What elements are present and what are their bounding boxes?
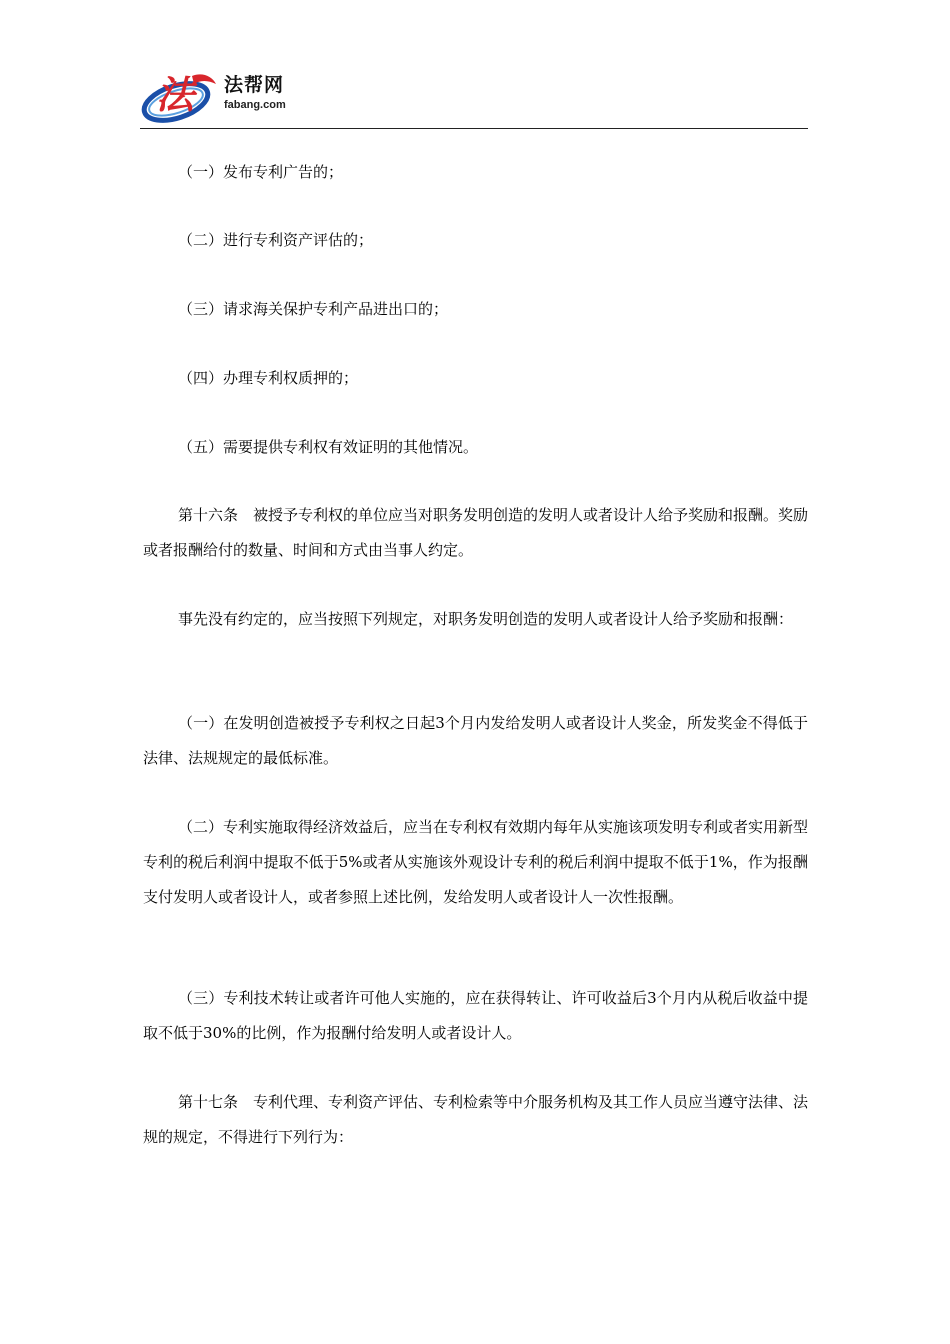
item-2-asset-evaluation: （二）进行专利资产评估的； xyxy=(178,231,374,249)
page-header xyxy=(140,62,808,130)
brand-name: 法帮网 xyxy=(224,74,285,96)
article-16: 第十六条 被授予专利权的单位应当对职务发明创造的发明人或者设计人给予奖励和报酬。奖励或者报酬给付的数量、时间和方式由当事人约定。 xyxy=(143,506,809,559)
article-17: 第十七条 专利代理、专利资产评估、专利检索等中介服务机构及其工作人员应当遵守法律、法规的规定，不得进行下列行为： xyxy=(143,1093,809,1146)
reward-item-2: （二）专利实施取得经济效益后，应当在专利权有效期内每年从实施该项发明专利或者实用新型专利的税后利润中提取不低于5%或者从实施该外观设计专利的税后利润中提取不低于1%，作为报酬支付发明人或者设计人，或者参照上述比例，发给发明人或者设计人一次性报酬。 xyxy=(143,818,809,906)
fabang-logo[interactable] xyxy=(140,62,340,128)
logo-glyph: 法 xyxy=(156,72,195,117)
item-1-advertising: （一）发布专利广告的； xyxy=(178,163,344,181)
reward-item-3: （三）专利技术转让或者许可他人实施的，应在获得转让、许可收益后3个月内从税后收益中提取不低于30%的比例，作为报酬付给发明人或者设计人。 xyxy=(143,989,808,1042)
reward-item-1: （一）在发明创造被授予专利权之日起3个月内发给发明人或者设计人奖金，所发奖金不得低于法律、法规规定的最低标准。 xyxy=(143,714,808,767)
fabang-logo-icon xyxy=(140,62,220,126)
header-divider xyxy=(140,128,808,129)
item-5-other-cases: （五）需要提供专利权有效证明的其他情况。 xyxy=(178,438,479,456)
logo-text xyxy=(224,74,286,112)
item-4-pledge: （四）办理专利权质押的； xyxy=(178,369,359,387)
item-3-customs-protection: （三）请求海关保护专利产品进出口的； xyxy=(178,300,449,318)
brand-domain: fabang.com xyxy=(224,99,286,111)
article-16-no-agreement: 事先没有约定的，应当按照下列规定，对职务发明创造的发明人或者设计人给予奖励和报酬： xyxy=(178,610,794,628)
